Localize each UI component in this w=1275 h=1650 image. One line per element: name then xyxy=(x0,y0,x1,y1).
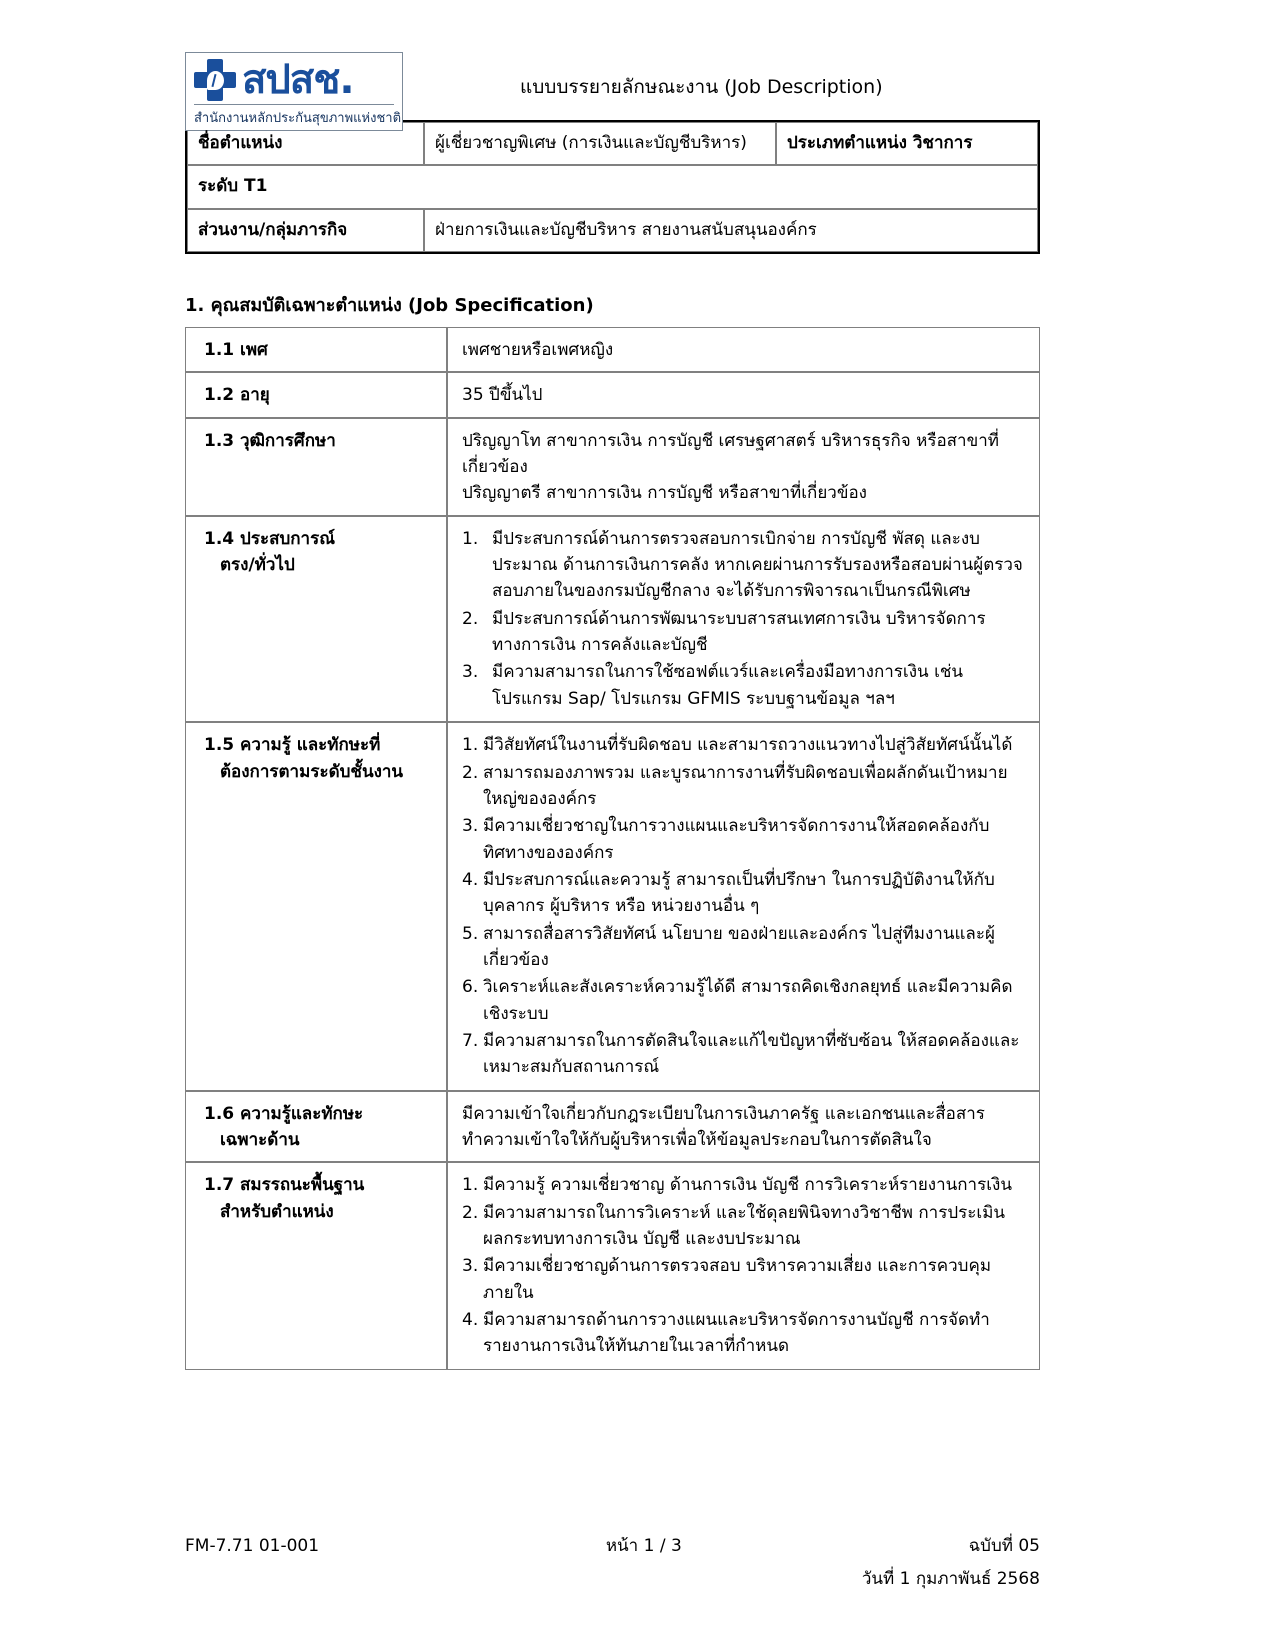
spec-row-value xyxy=(447,327,1040,372)
table-row xyxy=(187,165,1038,208)
logo-frame xyxy=(185,52,403,131)
spec-value-line: 35 ปีขึ้นไป xyxy=(462,385,543,406)
table-row xyxy=(185,1162,1040,1369)
page-indicator: หน้า 1 / 3 xyxy=(605,1536,682,1556)
list-item xyxy=(462,606,1029,659)
identification-table xyxy=(187,122,1038,252)
spec-value-line: มีความเข้าใจเกี่ยวกับกฎระเบียบในการเงินภาครัฐ และเอกชนและสื่อสารทำความเข้าใจให้กับผู้บริหารเพื่อให้ข้อมูลประกอบในการตัดสินใจ xyxy=(462,1103,985,1150)
list-item xyxy=(462,526,1029,605)
spec-row-label-line: สำหรับตำแหน่ง xyxy=(220,1201,334,1222)
spec-row-value xyxy=(447,418,1040,516)
list-item-marker: 3. xyxy=(462,816,479,837)
table-row xyxy=(185,516,1040,722)
list-item-text: มีความสามารถในการตัดสินใจและแก้ไขปัญหาที่ซับซ้อน ให้สอดคล้องและเหมาะสมกับสถานการณ์ xyxy=(483,1030,1020,1078)
list-item-text: สามารถมองภาพรวม และบูรณาการงานที่รับผิดชอบเพื่อผลักดันเป้าหมายใหญ่ขององค์กร xyxy=(483,762,1008,809)
document-header xyxy=(0,0,1275,126)
list-item xyxy=(462,867,1029,920)
spec-row-label-line: 1.7 สมรรถนะพื้นฐาน xyxy=(204,1175,365,1196)
spec-row-label xyxy=(185,418,447,516)
table-row xyxy=(185,418,1040,516)
list-item-text: มีความสามารถด้านการวางแผนและบริหารจัดการงานบัญชี การจัดทำรายงานการเงินให้ทันภายในเวลาที่กำหนด xyxy=(483,1310,990,1357)
position-level-label: ระดับ T1 xyxy=(187,165,1038,208)
list-item-marker: 1. xyxy=(462,1175,479,1196)
list-item-marker: 2. xyxy=(462,762,479,783)
list-item-marker: 2. xyxy=(462,1202,479,1223)
spec-item-list xyxy=(462,526,1029,712)
list-item xyxy=(462,732,1029,758)
table-row xyxy=(185,327,1040,372)
spec-row-value xyxy=(447,372,1040,417)
job-specification-table xyxy=(185,327,1040,1370)
list-item xyxy=(462,1253,1029,1306)
spec-row-label xyxy=(185,722,447,1090)
spec-row-value xyxy=(447,516,1040,722)
list-item-marker: 4. xyxy=(462,1310,479,1331)
position-name-label: ชื่อตำแหน่ง xyxy=(187,122,424,165)
list-item-marker: 6. xyxy=(462,977,479,998)
list-item-text: มีความสามารถในการใช้ซอฟต์แวร์และเครื่องมือทางการเงิน เช่น โปรแกรม Sap/ โปรแกรม GFMIS ระบบฐานข้อมูล ฯลฯ xyxy=(492,662,964,709)
spec-row-label-line: 1.1 เพศ xyxy=(204,340,268,361)
page-title: แบบบรรยายลักษณะงาน (Job Description) xyxy=(520,76,883,98)
section-1-heading: 1. คุณสมบัติเฉพาะตำแหน่ง (Job Specification) xyxy=(185,295,594,317)
table-row xyxy=(185,1091,1040,1163)
spec-row-label xyxy=(185,372,447,417)
list-item xyxy=(462,813,1029,866)
spec-row-label xyxy=(185,516,447,722)
list-item-text: สามารถสื่อสารวิสัยทัศน์ นโยบาย ของฝ่ายและองค์กร ไปสู่ทีมงานและผู้เกี่ยวข้อง xyxy=(483,923,995,970)
list-item-text: มีความเชี่ยวชาญด้านการตรวจสอบ บริหารความเสี่ยง และการควบคุมภายใน xyxy=(483,1256,992,1303)
spec-row-value xyxy=(447,1091,1040,1163)
list-item-marker: 2. xyxy=(462,608,479,629)
list-item-marker: 1. xyxy=(462,528,479,549)
spec-value-line: ปริญญาโท สาขาการเงิน การบัญชี เศรษฐศาสตร์ บริหารธุรกิจ หรือสาขาที่เกี่ยวข้อง xyxy=(462,430,999,478)
logo-main xyxy=(194,56,394,103)
identification-box xyxy=(185,120,1040,254)
spec-value-line: เพศชายหรือเพศหญิง xyxy=(462,340,614,361)
list-item xyxy=(462,1028,1029,1081)
list-item-text: มีประสบการณ์ด้านการพัฒนาระบบสารสนเทศการเงิน บริหารจัดการทางการเงิน การคลังและบัญชี xyxy=(492,608,986,656)
spec-row-label xyxy=(185,327,447,372)
position-name-value: ผู้เชี่ยวชาญพิเศษ (การเงินและบัญชีบริหาร) xyxy=(424,122,776,165)
list-item xyxy=(462,974,1029,1027)
unit-label: ส่วนงาน/กลุ่มภารกิจ xyxy=(187,209,424,252)
list-item-text: มีประสบการณ์และความรู้ สามารถเป็นที่ปรึกษา ในการปฏิบัติงานให้กับบุคลากร ผู้บริหาร หรือ หน่วยงานอื่น ๆ xyxy=(483,869,995,917)
spec-row-label-line: เฉพาะด้าน xyxy=(220,1129,300,1150)
position-type-label: ประเภทตำแหน่ง วิชาการ xyxy=(776,122,1038,165)
spec-item-list xyxy=(462,1172,1029,1359)
table-row xyxy=(187,209,1038,252)
table-row xyxy=(185,372,1040,417)
list-item xyxy=(462,1172,1029,1198)
spec-item-list xyxy=(462,732,1029,1080)
list-item xyxy=(462,921,1029,974)
list-item-text: มีประสบการณ์ด้านการตรวจสอบการเบิกจ่าย การบัญชี พัสดุ และงบประมาณ ด้านการเงินการคลัง หากเคยผ่านการรับรองหรือสอบผ่านผู้ตรวจสอบภายในของกรมบัญชีกลาง จะได้รับการพิจารณาเป็นกรณีพิเศษ xyxy=(492,528,1023,602)
list-item-text: มีความเชี่ยวชาญในการวางแผนและบริหารจัดการงานให้สอดคล้องกับทิศทางขององค์กร xyxy=(483,816,990,863)
document-footer xyxy=(185,1532,1040,1592)
organization-logo xyxy=(185,52,410,131)
spec-row-label-line: 1.4 ประสบการณ์ xyxy=(204,528,335,549)
unit-value: ฝ่ายการเงินและบัญชีบริหาร สายงานสนับสนุนองค์กร xyxy=(424,209,1038,252)
list-item-marker: 1. xyxy=(462,735,479,756)
spec-row-label-line: 1.3 วุฒิการศึกษา xyxy=(204,430,336,451)
list-item-marker: 4. xyxy=(462,869,479,890)
spec-row-label-line: 1.5 ความรู้ และทักษะที่ xyxy=(204,735,381,756)
list-item xyxy=(462,1200,1029,1253)
effective-date: วันที่ 1 กุมภาพันธ์ 2568 xyxy=(861,1569,1040,1589)
medical-cross-icon xyxy=(194,59,236,101)
list-item xyxy=(462,1307,1029,1360)
spec-row-label-line: ตรง/ทั่วไป xyxy=(220,555,295,576)
list-item-marker: 3. xyxy=(462,662,479,683)
spec-row-label-line: 1.2 อายุ xyxy=(204,385,270,406)
spec-row-value xyxy=(447,1162,1040,1369)
spec-row-label xyxy=(185,1091,447,1163)
spec-value-line: ปริญญาตรี สาขาการเงิน การบัญชี หรือสาขาที่เกี่ยวข้อง xyxy=(462,483,867,504)
list-item xyxy=(462,659,1029,712)
logo-subtitle: สำนักงานหลักประกันสุขภาพแห่งชาติ xyxy=(194,104,394,128)
list-item-marker: 3. xyxy=(462,1256,479,1277)
list-item-text: มีความรู้ ความเชี่ยวชาญ ด้านการเงิน บัญชี การวิเคราะห์รายงานการเงิน xyxy=(483,1175,1012,1196)
list-item-text: มีความสามารถในการวิเคราะห์ และใช้ดุลยพินิจทางวิชาชีพ การประเมินผลกระทบทางการเงิน บัญชี และงบประมาณ xyxy=(483,1202,1006,1249)
list-item-text: วิเคราะห์และสังเคราะห์ความรู้ได้ดี สามารถคิดเชิงกลยุทธ์ และมีความคิดเชิงระบบ xyxy=(483,977,1013,1024)
spec-row-label-line: ต้องการตามระดับชั้นงาน xyxy=(220,761,404,782)
spec-row-label-line: 1.6 ความรู้และทักษะ xyxy=(204,1103,364,1124)
revision-number: ฉบับที่ 05 xyxy=(968,1536,1040,1556)
list-item xyxy=(462,760,1029,813)
form-code: FM-7.71 01-001 xyxy=(185,1536,320,1556)
logo-wordmark: สปสช. xyxy=(242,56,354,103)
list-item-text: มีวิสัยทัศน์ในงานที่รับผิดชอบ และสามารถวางแนวทางไปสู่วิสัยทัศน์นั้นได้ xyxy=(483,735,1013,756)
table-row xyxy=(185,722,1040,1090)
list-item-marker: 7. xyxy=(462,1030,479,1051)
spec-row-value xyxy=(447,722,1040,1090)
list-item-marker: 5. xyxy=(462,923,479,944)
spec-row-label xyxy=(185,1162,447,1369)
